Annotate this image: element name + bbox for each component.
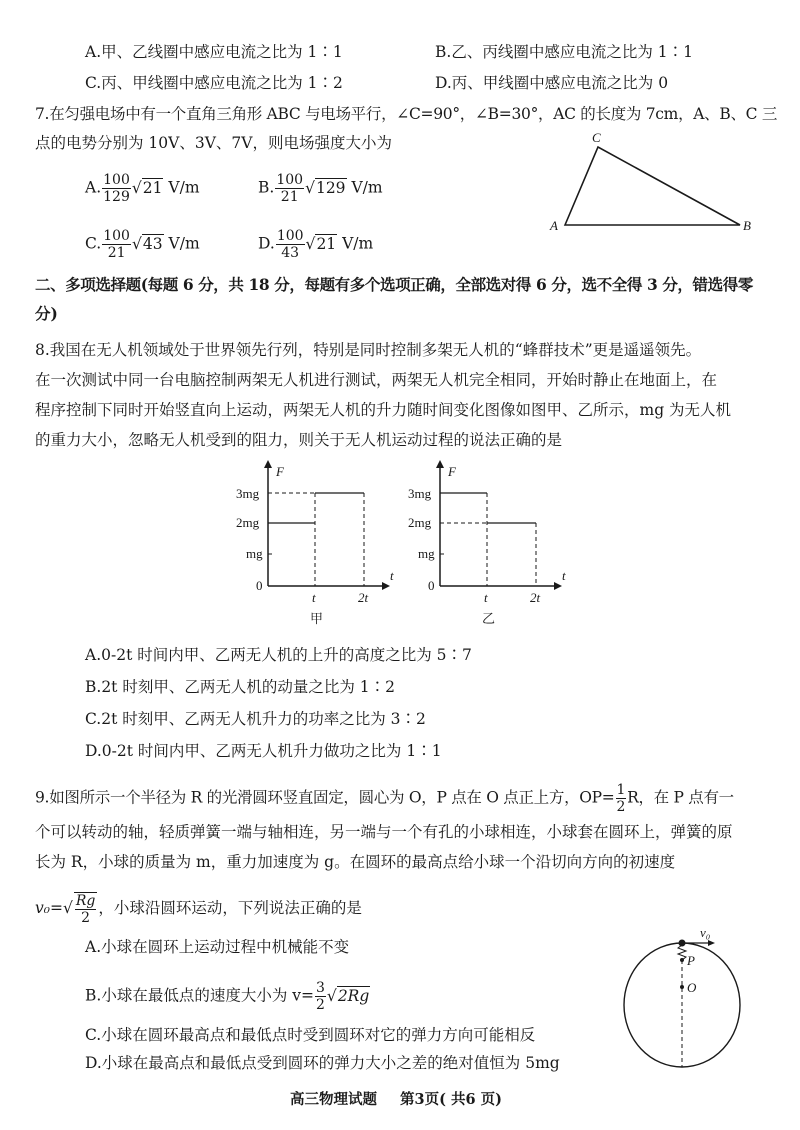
chart-caption: 乙 bbox=[482, 611, 496, 626]
q6-option-d: D.丙、甲线圈中感应电流之比为 0 bbox=[435, 74, 669, 92]
text: ，小球沿圆环运动，下列说法正确的是 bbox=[98, 899, 362, 917]
ring-spring-figure bbox=[620, 925, 750, 1075]
q8-stem-line1: 8.我国在无人机领域处于世界领先行列，特别是同时控制多架无人机的“蜂群技术”更是遥遥领先。 bbox=[35, 341, 702, 359]
q7-option-c bbox=[85, 228, 200, 261]
fraction bbox=[102, 228, 131, 261]
v0-label: v₀ bbox=[700, 925, 711, 940]
x-axis-arrow-icon bbox=[554, 582, 562, 590]
triangle bbox=[565, 147, 740, 225]
fraction bbox=[315, 980, 326, 1013]
y-tick-2mg: 2mg bbox=[236, 515, 260, 530]
arrow-head-icon bbox=[708, 940, 715, 946]
text: R，在 P 点有一 bbox=[627, 788, 734, 807]
q7-option-a bbox=[85, 172, 200, 205]
denominator: 21 bbox=[107, 245, 126, 261]
radicand: 129 bbox=[315, 178, 346, 197]
denominator: 2 bbox=[616, 799, 626, 815]
text: B.小球在最低点的速度大小为 v= bbox=[85, 986, 314, 1005]
denominator: 2 bbox=[81, 910, 91, 926]
chart-jia bbox=[236, 460, 394, 626]
numerator: 1 bbox=[616, 782, 626, 798]
q9-option-a: A.小球在圆环上运动过程中机械能不变 bbox=[85, 938, 350, 956]
numerator: 100 bbox=[103, 172, 130, 188]
sqrt: √21 bbox=[305, 234, 337, 253]
fraction-one-half bbox=[616, 782, 627, 815]
q9-option-b bbox=[85, 980, 370, 1013]
q8-stem-line4: 的重力大小，忽略无人机受到的阻力，则关于无人机运动过程的说法正确的是 bbox=[35, 431, 563, 449]
y-axis-arrow-icon bbox=[264, 460, 272, 468]
sqrt: √129 bbox=[305, 178, 346, 197]
y-tick-2mg: 2mg bbox=[408, 515, 432, 530]
x-tick-2t: 2t bbox=[358, 590, 369, 605]
y-tick-0: 0 bbox=[428, 578, 435, 593]
y-tick-mg: mg bbox=[418, 546, 435, 561]
x-axis-arrow-icon bbox=[382, 582, 390, 590]
y-axis-label: F bbox=[276, 464, 284, 479]
fraction bbox=[102, 172, 131, 205]
y-tick-mg: mg bbox=[246, 546, 263, 561]
radicand: 21 bbox=[142, 178, 163, 197]
section-2-heading-cont: 分) bbox=[35, 304, 58, 323]
q9-stem-line1 bbox=[35, 782, 734, 815]
numerator: 100 bbox=[276, 172, 304, 188]
sqrt: √2Rg bbox=[326, 986, 370, 1005]
unit: V/m bbox=[168, 234, 200, 253]
q9-option-d: D.小球在最高点和最低点受到圆环的弹力大小之差的绝对值恒为 5mg bbox=[85, 1054, 560, 1072]
sqrt: √21 bbox=[131, 178, 163, 197]
triangle-abc-figure bbox=[540, 130, 770, 240]
y-tick-3mg: 3mg bbox=[408, 486, 432, 501]
chart-caption: 甲 bbox=[310, 611, 324, 626]
point-p bbox=[680, 958, 684, 962]
radicand: 2Rg bbox=[337, 986, 370, 1005]
footer-page-number: 第3页( 共6 页) bbox=[400, 1091, 502, 1108]
o-label: O bbox=[687, 980, 697, 995]
q7-option-d bbox=[258, 228, 373, 261]
q8-option-b: B.2t 时刻甲、乙两无人机的动量之比为 1∶2 bbox=[85, 678, 395, 696]
option-label: B. bbox=[258, 178, 275, 197]
q8-option-d: D.0-2t 时间内甲、乙两无人机升力做功之比为 1∶1 bbox=[85, 742, 442, 760]
unit: V/m bbox=[351, 178, 383, 197]
numerator: Rg bbox=[75, 893, 96, 909]
vertex-b-label: B bbox=[743, 218, 751, 233]
numerator: 100 bbox=[103, 228, 130, 244]
q9-stem-line3: 长为 R，小球的质量为 m，重力加速度为 g。在圆环的最高点给小球一个沿切向方向的初速度 bbox=[35, 853, 676, 871]
q6-option-b: B.乙、丙线圈中感应电流之比为 1∶1 bbox=[435, 43, 693, 61]
footer-title: 高三物理试题 bbox=[290, 1091, 377, 1108]
x-tick-2t: 2t bbox=[530, 590, 541, 605]
denominator: 21 bbox=[280, 189, 299, 205]
y-axis-arrow-icon bbox=[436, 460, 444, 468]
q9-option-c: C.小球在圆环最高点和最低点时受到圆环对它的弹力方向可能相反 bbox=[85, 1026, 536, 1044]
q9-stem-line2: 个可以转动的轴，轻质弹簧一端与轴相连，另一端与一个有孔的小球相连，小球套在圆环上，弹簧的原 bbox=[35, 823, 733, 841]
option-label: D. bbox=[258, 234, 275, 253]
x-axis-label: t bbox=[562, 568, 566, 583]
y-tick-0: 0 bbox=[256, 578, 263, 593]
x-tick-t: t bbox=[484, 590, 488, 605]
radicand bbox=[74, 892, 98, 926]
denominator: 43 bbox=[281, 245, 300, 261]
vertex-a-label: A bbox=[550, 218, 558, 233]
q7-stem-line2: 点的电势分别为 10V、3V、7V，则电场强度大小为 bbox=[35, 134, 392, 152]
denominator: 129 bbox=[103, 189, 130, 205]
q8-option-a: A.0-2t 时间内甲、乙两无人机的上升的高度之比为 5∶7 bbox=[85, 646, 472, 664]
fraction bbox=[276, 228, 305, 261]
point-o bbox=[680, 985, 684, 989]
y-axis-label: F bbox=[448, 464, 456, 479]
q7-option-b bbox=[258, 172, 383, 205]
q6-option-a: A.甲、乙线圈中感应电流之比为 1∶1 bbox=[85, 43, 343, 61]
text: 9.如图所示一个半径为 R 的光滑圆环竖直固定，圆心为 O，P 点在 O 点正上方，OP= bbox=[35, 788, 615, 807]
spring-icon bbox=[678, 945, 686, 960]
numerator: 3 bbox=[316, 980, 325, 996]
section-2-heading: 二、多项选择题(每题 6 分，共 18 分，每题有多个选项正确，全部选对得 6 分，选不全得 3 分，错选得零 bbox=[35, 275, 753, 294]
v0-label: v₀= bbox=[35, 899, 63, 917]
radicand: 43 bbox=[142, 234, 163, 253]
q6-option-c: C.丙、甲线圈中感应电流之比为 1∶2 bbox=[85, 74, 343, 92]
fraction bbox=[275, 172, 304, 205]
denominator: 2 bbox=[316, 997, 325, 1013]
vertex-c-label: C bbox=[592, 130, 601, 145]
p-label: P bbox=[687, 953, 695, 968]
q9-stem-line4 bbox=[35, 892, 362, 926]
y-tick-3mg: 3mg bbox=[236, 486, 260, 501]
sqrt: √43 bbox=[131, 234, 163, 253]
x-tick-t: t bbox=[312, 590, 316, 605]
force-time-charts bbox=[200, 460, 600, 630]
q8-stem-line2: 在一次测试中同一台电脑控制两架无人机进行测试，两架无人机完全相同，开始时静止在地面上，在 bbox=[35, 371, 718, 389]
numerator: 100 bbox=[276, 228, 304, 244]
option-label: A. bbox=[85, 178, 102, 197]
q8-option-c: C.2t 时刻甲、乙两无人机升力的功率之比为 3∶2 bbox=[85, 710, 426, 728]
sqrt: √ $\frac{Rg}{2}$ bbox=[62, 893, 96, 926]
chart-yi bbox=[408, 460, 566, 626]
option-label: C. bbox=[85, 234, 102, 253]
unit: V/m bbox=[342, 234, 374, 253]
radicand: 21 bbox=[316, 234, 337, 253]
q7-stem-line1: 7.在匀强电场中有一个直角三角形 ABC 与电场平行，∠C=90°，∠B=30°，AC 的长度为 7cm，A、B、C 三 bbox=[35, 105, 778, 123]
unit: V/m bbox=[168, 178, 200, 197]
q8-stem-line3: 程序控制下同时开始竖直向上运动，两架无人机的升力随时间变化图像如图甲、乙所示，mg 为无人机 bbox=[35, 401, 732, 419]
x-axis-label: t bbox=[390, 568, 394, 583]
